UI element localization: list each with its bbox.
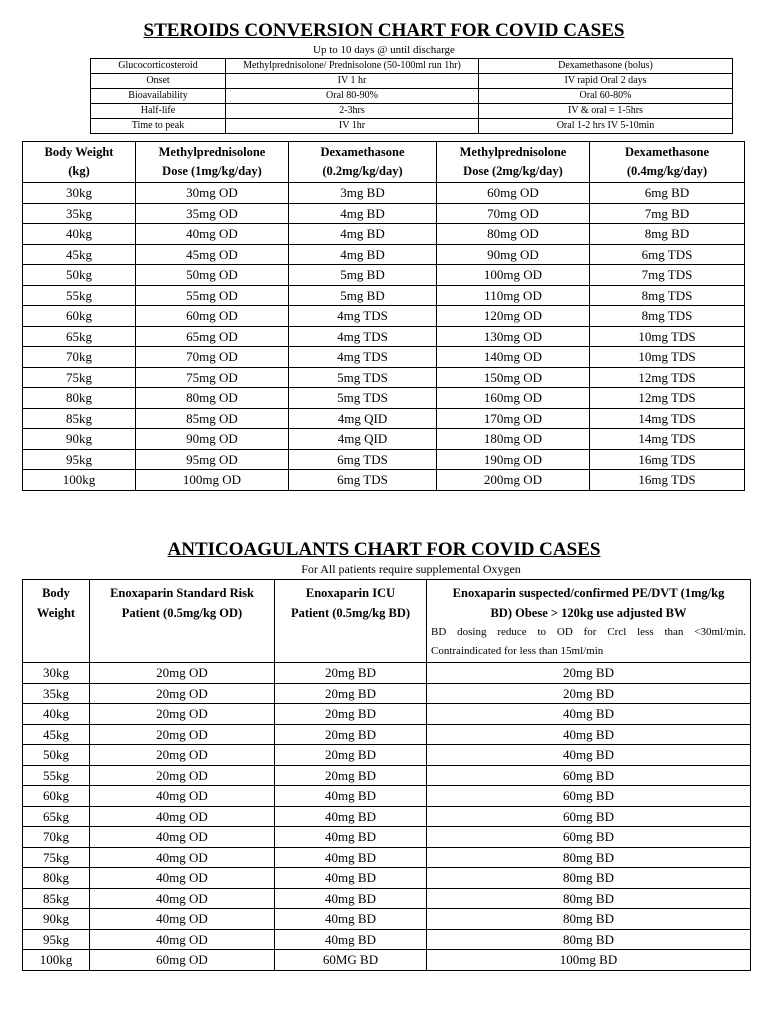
table-row [23,704,751,725]
enox-icu-cell: 20mg BD [275,765,427,786]
methylpred-2mg-cell: 190mg OD [437,449,590,470]
dexa-02mg-cell: 4mg QID [289,408,437,429]
info-row [91,119,733,134]
methylpred-1mg-cell: 40mg OD [136,224,289,245]
enox-icu-cell: 40mg BD [275,888,427,909]
body-weight-cell: 95kg [23,929,90,950]
body-weight-cell: 35kg [23,683,90,704]
methylpred-2mg-cell: 110mg OD [437,285,590,306]
body-weight-cell: 70kg [23,347,136,368]
dexa-04mg-cell: 14mg TDS [590,408,745,429]
dexa-04mg-cell: 8mg BD [590,224,745,245]
table-row [23,224,745,245]
enox-pe-dvt-cell: 40mg BD [427,724,751,745]
enox-pe-dvt-cell: 40mg BD [427,704,751,725]
methylpred-2mg-cell: 60mg OD [437,183,590,204]
methylpred-1mg-cell: 80mg OD [136,388,289,409]
anticoag-title: ANTICOAGULANTS CHART FOR COVID CASES [167,539,601,560]
header-enox-standard: Enoxaparin Standard Risk Patient (0.5mg/kg OD) [90,580,275,663]
methylpred-2mg-cell: 120mg OD [437,306,590,327]
dexa-04mg-cell: 10mg TDS [590,326,745,347]
dexa-02mg-cell: 6mg TDS [289,470,437,491]
body-weight-cell: 45kg [23,724,90,745]
methylpred-1mg-cell: 90mg OD [136,429,289,450]
enox-standard-cell: 40mg OD [90,847,275,868]
steroids-title: STEROIDS CONVERSION CHART FOR COVID CASES [143,20,625,41]
dexa-04mg-cell: 6mg BD [590,183,745,204]
body-weight-cell: 40kg [23,224,136,245]
table-row [23,285,745,306]
dexa-04mg-cell: 6mg TDS [590,244,745,265]
methylpred-1mg-cell: 30mg OD [136,183,289,204]
anticoag-subtitle: For All patients require supplemental Oxygen [301,562,521,576]
enox-standard-cell: 20mg OD [90,745,275,766]
dexa-02mg-cell: 4mg BD [289,224,437,245]
body-weight-cell: 35kg [23,203,136,224]
pe-dvt-note: BD dosing reduce to OD for Crcl less than <30ml/min. Contraindicated for less than 15ml/min [431,626,746,657]
enox-standard-cell: 40mg OD [90,806,275,827]
table-row [23,724,751,745]
table-row [23,683,751,704]
dexa-04mg-cell: 8mg TDS [590,306,745,327]
table-row [23,326,745,347]
enox-pe-dvt-cell: 20mg BD [427,683,751,704]
dexa-04mg-cell: 7mg BD [590,203,745,224]
body-weight-cell: 60kg [23,306,136,327]
dexa-02mg-cell: 4mg BD [289,203,437,224]
enox-pe-dvt-cell: 80mg BD [427,847,751,868]
body-weight-cell: 75kg [23,847,90,868]
dexa-04mg-cell: 12mg TDS [590,388,745,409]
header-body-weight: Body Weight (kg) [23,142,136,183]
enox-icu-cell: 20mg BD [275,724,427,745]
enox-pe-dvt-cell: 80mg BD [427,929,751,950]
info-dexa-cell: Dexamethasone (bolus) [479,59,733,74]
enox-pe-dvt-cell: 20mg BD [427,663,751,684]
table-row [23,183,745,204]
methylpred-1mg-cell: 95mg OD [136,449,289,470]
enox-icu-cell: 20mg BD [275,745,427,766]
info-methylpred-cell: IV 1hr [226,119,479,134]
methylpred-1mg-cell: 55mg OD [136,285,289,306]
dexa-04mg-cell: 16mg TDS [590,470,745,491]
body-weight-cell: 30kg [23,183,136,204]
steroids-subtitle: Up to 10 days @ until discharge [313,44,455,56]
methylpred-2mg-cell: 100mg OD [437,265,590,286]
body-weight-cell: 45kg [23,244,136,265]
dexa-02mg-cell: 5mg BD [289,265,437,286]
table-row [23,950,751,971]
enox-standard-cell: 20mg OD [90,765,275,786]
body-weight-cell: 100kg [23,470,136,491]
methylpred-1mg-cell: 35mg OD [136,203,289,224]
methylpred-2mg-cell: 170mg OD [437,408,590,429]
steroid-info-table [90,58,733,134]
methylpred-2mg-cell: 200mg OD [437,470,590,491]
methylpred-2mg-cell: 130mg OD [437,326,590,347]
dexa-02mg-cell: 4mg TDS [289,326,437,347]
enox-icu-cell: 20mg BD [275,663,427,684]
enox-icu-cell: 40mg BD [275,868,427,889]
enox-standard-cell: 40mg OD [90,929,275,950]
table-row [23,888,751,909]
enox-icu-cell: 40mg BD [275,786,427,807]
info-row [91,74,733,89]
dexa-04mg-cell: 14mg TDS [590,429,745,450]
table-row [23,347,745,368]
methylpred-2mg-cell: 70mg OD [437,203,590,224]
enox-icu-cell: 20mg BD [275,704,427,725]
enox-standard-cell: 20mg OD [90,663,275,684]
anticoag-header-row [23,580,751,663]
enox-pe-dvt-cell: 80mg BD [427,868,751,889]
dexa-04mg-cell: 10mg TDS [590,347,745,368]
steroid-dose-table [22,141,745,491]
body-weight-cell: 65kg [23,806,90,827]
methylpred-2mg-cell: 90mg OD [437,244,590,265]
table-row [23,765,751,786]
methylpred-1mg-cell: 100mg OD [136,470,289,491]
methylpred-1mg-cell: 85mg OD [136,408,289,429]
body-weight-cell: 100kg [23,950,90,971]
dexa-02mg-cell: 5mg TDS [289,388,437,409]
dexa-02mg-cell: 4mg BD [289,244,437,265]
body-weight-cell: 70kg [23,827,90,848]
info-methylpred-cell: Oral 80-90% [226,89,479,104]
body-weight-cell: 90kg [23,909,90,930]
table-row [23,203,745,224]
dexa-02mg-cell: 4mg TDS [289,306,437,327]
dexa-02mg-cell: 4mg QID [289,429,437,450]
table-row [23,265,745,286]
dexa-02mg-cell: 5mg BD [289,285,437,306]
enox-icu-cell: 40mg BD [275,847,427,868]
body-weight-cell: 65kg [23,326,136,347]
enox-pe-dvt-cell: 60mg BD [427,806,751,827]
table-row [23,929,751,950]
info-row [91,104,733,119]
table-row [23,663,751,684]
dexa-04mg-cell: 8mg TDS [590,285,745,306]
header-methylpred-2mg: Methylprednisolone Dose (2mg/kg/day) [437,142,590,183]
dexa-04mg-cell: 12mg TDS [590,367,745,388]
enox-pe-dvt-cell: 80mg BD [427,888,751,909]
body-weight-cell: 50kg [23,265,136,286]
dexa-02mg-cell: 5mg TDS [289,367,437,388]
body-weight-cell: 75kg [23,367,136,388]
body-weight-cell: 50kg [23,745,90,766]
header-enox-icu: Enoxaparin ICU Patient (0.5mg/kg BD) [275,580,427,663]
header-dexa-04mg: Dexamethasone (0.4mg/kg/day) [590,142,745,183]
methylpred-1mg-cell: 70mg OD [136,347,289,368]
methylpred-2mg-cell: 140mg OD [437,347,590,368]
table-row [23,429,745,450]
info-label-cell: Time to peak [91,119,226,134]
info-label-cell: Glucocorticosteroid [91,59,226,74]
enox-standard-cell: 40mg OD [90,827,275,848]
table-row [23,306,745,327]
header-enox-pe-dvt: Enoxaparin suspected/confirmed PE/DVT (1mg/kg BD) Obese > 120kg use adjusted BW BD dosing reduce to OD for Crcl less than <30ml/min. Contraindicated for less than 15ml/min [427,580,751,663]
enox-icu-cell: 40mg BD [275,827,427,848]
enox-standard-cell: 40mg OD [90,909,275,930]
methylpred-2mg-cell: 80mg OD [437,224,590,245]
enox-standard-cell: 40mg OD [90,786,275,807]
enox-icu-cell: 40mg BD [275,806,427,827]
info-label-cell: Onset [91,74,226,89]
dexa-02mg-cell: 4mg TDS [289,347,437,368]
body-weight-cell: 85kg [23,408,136,429]
table-row [23,806,751,827]
dexa-04mg-cell: 16mg TDS [590,449,745,470]
methylpred-1mg-cell: 65mg OD [136,326,289,347]
enox-standard-cell: 40mg OD [90,868,275,889]
table-row [23,244,745,265]
info-methylpred-cell: 2-3hrs [226,104,479,119]
table-row [23,408,745,429]
enox-pe-dvt-cell: 40mg BD [427,745,751,766]
anticoag-dose-table [22,579,751,971]
enox-pe-dvt-cell: 60mg BD [427,765,751,786]
table-row [23,745,751,766]
enox-icu-cell: 40mg BD [275,909,427,930]
methylpred-1mg-cell: 45mg OD [136,244,289,265]
methylpred-2mg-cell: 180mg OD [437,429,590,450]
info-label-cell: Half-life [91,104,226,119]
info-methylpred-cell: Methylprednisolone/ Prednisolone (50-100ml run 1hr) [226,59,479,74]
table-row [23,388,745,409]
info-methylpred-cell: IV 1 hr [226,74,479,89]
table-row [23,827,751,848]
table-row [23,786,751,807]
info-row [91,59,733,74]
table-row [23,470,745,491]
body-weight-cell: 90kg [23,429,136,450]
enox-standard-cell: 20mg OD [90,724,275,745]
info-dexa-cell: Oral 1-2 hrs IV 5-10min [479,119,733,134]
info-dexa-cell: IV & oral = 1-5hrs [479,104,733,119]
enox-icu-cell: 20mg BD [275,683,427,704]
enox-pe-dvt-cell: 60mg BD [427,786,751,807]
body-weight-cell: 40kg [23,704,90,725]
body-weight-cell: 55kg [23,765,90,786]
enox-standard-cell: 60mg OD [90,950,275,971]
dexa-04mg-cell: 7mg TDS [590,265,745,286]
enox-icu-cell: 40mg BD [275,929,427,950]
info-label-cell: Bioavailability [91,89,226,104]
enox-standard-cell: 20mg OD [90,683,275,704]
info-row [91,89,733,104]
enox-pe-dvt-cell: 60mg BD [427,827,751,848]
header-dexa-02mg: Dexamethasone (0.2mg/kg/day) [289,142,437,183]
table-row [23,449,745,470]
info-dexa-cell: Oral 60-80% [479,89,733,104]
table-row [23,868,751,889]
dexa-02mg-cell: 3mg BD [289,183,437,204]
dexa-02mg-cell: 6mg TDS [289,449,437,470]
methylpred-1mg-cell: 75mg OD [136,367,289,388]
enox-standard-cell: 20mg OD [90,704,275,725]
body-weight-cell: 55kg [23,285,136,306]
methylpred-1mg-cell: 50mg OD [136,265,289,286]
body-weight-cell: 80kg [23,868,90,889]
body-weight-cell: 85kg [23,888,90,909]
steroid-header-row [23,142,745,183]
methylpred-2mg-cell: 150mg OD [437,367,590,388]
enox-icu-cell: 60MG BD [275,950,427,971]
methylpred-2mg-cell: 160mg OD [437,388,590,409]
methylpred-1mg-cell: 60mg OD [136,306,289,327]
enox-pe-dvt-cell: 80mg BD [427,909,751,930]
enox-standard-cell: 40mg OD [90,888,275,909]
body-weight-cell: 60kg [23,786,90,807]
header-body-weight: Body Weight [23,580,90,663]
table-row [23,367,745,388]
body-weight-cell: 80kg [23,388,136,409]
table-row [23,909,751,930]
table-row [23,847,751,868]
enox-pe-dvt-cell: 100mg BD [427,950,751,971]
header-methylpred-1mg: Methylprednisolone Dose (1mg/kg/day) [136,142,289,183]
body-weight-cell: 30kg [23,663,90,684]
body-weight-cell: 95kg [23,449,136,470]
info-dexa-cell: IV rapid Oral 2 days [479,74,733,89]
